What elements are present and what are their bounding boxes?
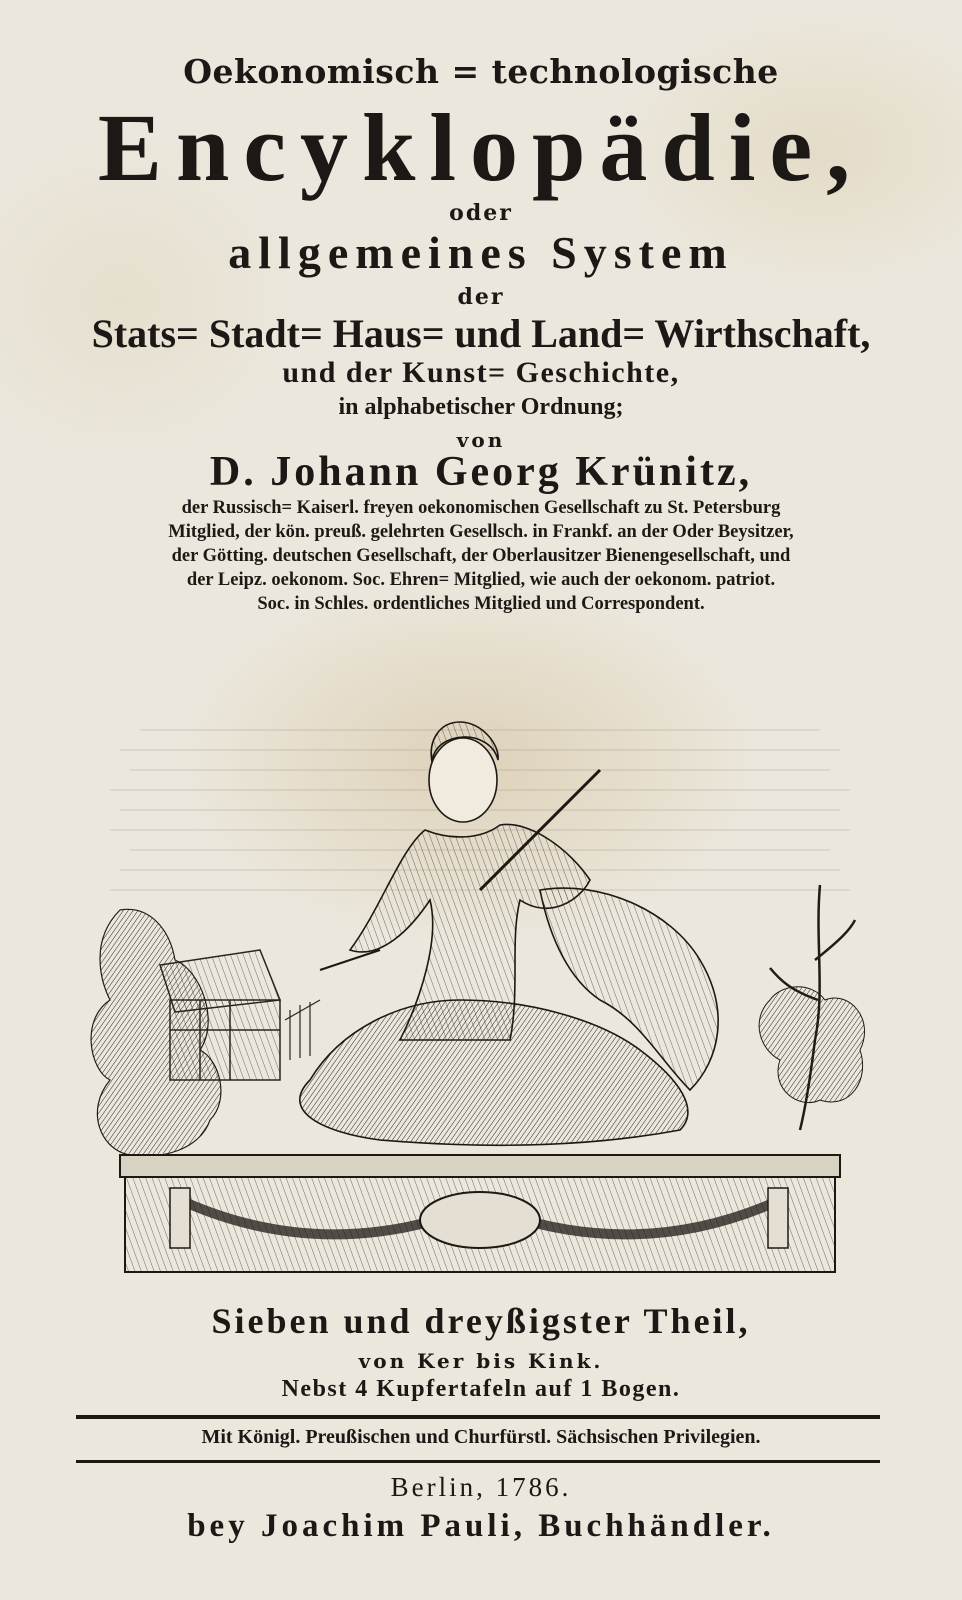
author-affiliations [60,496,902,616]
affiliation-line: Mitglied, der kön. preuß. gelehrten Gesellsch. in Frankf. an der Oder Beysitzer, [168,522,794,542]
affiliation-line: der Leipz. oekonom. Soc. Ehren= Mitglied, wie auch der oekonom. patriot. [186,570,776,590]
volume-range: von Ker bis Kink. [358,1349,604,1373]
order-line: in alphabetischer Ordnung; [338,394,624,420]
von-connector: von [456,428,506,452]
volume-title: Sieben und dreyßigster Theil, [211,1301,751,1341]
publisher-line: bey Joachim Pauli, Buchhändler. [187,1508,775,1544]
left-tree [91,909,221,1156]
author-name: D. Johann Georg Krünitz, [209,449,753,495]
kunst-line: und der Kunst= Geschichte, [282,356,680,389]
plinth [120,1155,840,1272]
pre-title: Oekonomisch = technologische [183,52,779,91]
der-connector: der [457,284,505,310]
top-rule-divider [76,1415,880,1419]
privilege-line: Mit Königl. Preußischen und Churfürstl. Sächsischen Privilegien. [201,1426,761,1448]
affiliation-line: Soc. in Schles. ordentliches Mitglied und Correspondent. [257,594,705,614]
seated-figure [300,722,718,1145]
plates-note: Nebst 4 Kupfertafeln auf 1 Bogen. [281,1376,681,1402]
fence [285,1000,320,1060]
bottom-rule-divider [76,1460,880,1463]
affiliation-line: der Russisch= Kaiserl. freyen oekonomischen Gesellschaft zu St. Petersburg [181,498,781,518]
affiliation-line: der Götting. deutschen Gesellschaft, der Oberlausitzer Bienengesellschaft, und [171,546,791,566]
right-foliage [759,987,864,1103]
place-year: Berlin, 1786. [390,1472,572,1502]
oder-connector: oder [449,200,513,226]
main-title: Encyklopädie, [97,94,865,201]
economy-line: Stats= Stadt= Haus= und Land= Wirthschaft, [91,311,871,356]
subtitle: allgemeines System [228,227,734,278]
engraving-illustration [80,700,890,1290]
